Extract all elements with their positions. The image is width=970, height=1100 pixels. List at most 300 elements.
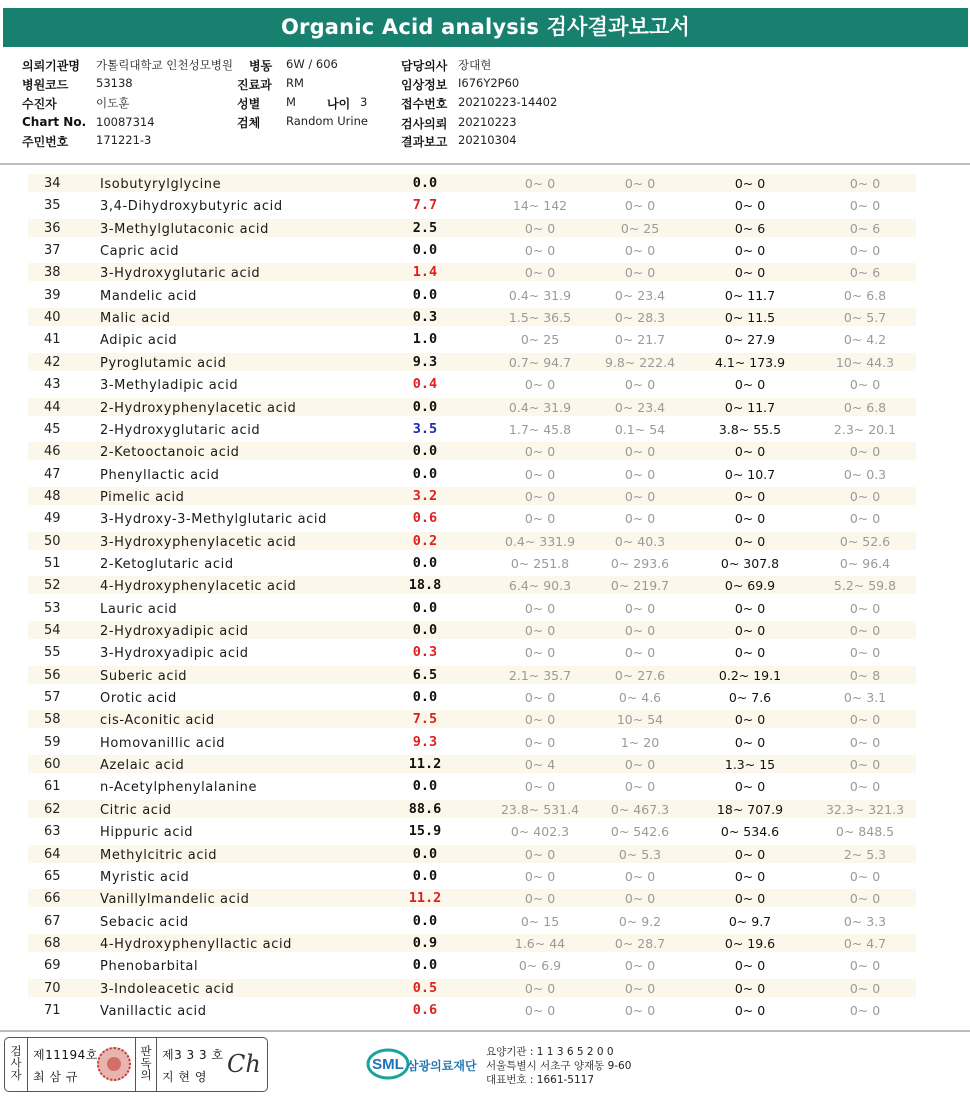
divider — [27, 1038, 28, 1091]
result-value: 0.0 — [412, 175, 438, 191]
analyte-name: 3-Hydroxy-3-Methylglutaric acid — [100, 512, 327, 528]
reference-range-1: 0~ 0 — [524, 1002, 556, 1018]
reference-range-4: 0~ 6 — [849, 265, 881, 281]
result-value: 0.3 — [412, 644, 438, 661]
reference-range-4: 2.3~ 20.1 — [833, 421, 897, 437]
reference-range-1: 23.8~ 531.4 — [500, 801, 580, 817]
reference-range-4: 0~ 3.1 — [843, 690, 887, 706]
reference-range-3: 0~ 0 — [734, 891, 766, 907]
reference-range-2: 0~ 0 — [624, 511, 656, 527]
result-value: 0.0 — [412, 465, 438, 482]
reference-range-3: 0~ 0 — [734, 868, 766, 884]
table-row — [0, 530, 970, 552]
row-number: 54 — [44, 623, 61, 638]
reference-range-2: 0~ 219.7 — [610, 578, 670, 594]
reference-range-3: 0~ 0 — [734, 444, 766, 460]
table-row — [0, 597, 970, 619]
reference-range-1: 0.7~ 94.7 — [508, 354, 572, 370]
reference-range-2: 0~ 0 — [624, 1002, 656, 1018]
result-value: 0.6 — [412, 510, 438, 527]
analyte-name: cis-Aconitic acid — [100, 713, 215, 729]
sex-label: 성별 — [237, 97, 261, 111]
reference-range-3: 0~ 6 — [734, 220, 766, 236]
reviewer-name: 지 현 영 — [162, 1070, 207, 1084]
analyte-name: Adipic acid — [100, 333, 178, 349]
result-value: 18.8 — [408, 577, 442, 594]
reference-range-3: 0~ 0 — [734, 779, 766, 795]
row-number: 44 — [44, 399, 61, 415]
inspector-license-no: 제11194호 — [33, 1048, 98, 1062]
table-row — [0, 932, 970, 954]
analyte-name: Lauric acid — [100, 601, 178, 617]
hospital-value: 가톨릭대학교 인천성모병원 — [96, 58, 233, 72]
result-value: 0.0 — [412, 286, 438, 303]
row-number: 58 — [44, 712, 61, 728]
table-row — [0, 865, 970, 887]
analyte-name: Homovanillic acid — [100, 735, 226, 751]
result-value: 0.0 — [412, 398, 438, 415]
row-number: 62 — [44, 801, 61, 817]
analyte-name: 3-Indoleacetic acid — [100, 981, 235, 997]
reference-range-3: 0~ 0 — [734, 846, 766, 862]
reference-range-3: 1.3~ 15 — [724, 757, 776, 773]
organization-name: 삼광의료재단 — [407, 1059, 477, 1073]
table-row — [0, 396, 970, 418]
reference-range-1: 0~ 25 — [520, 332, 560, 348]
reference-range-3: 0~ 0 — [734, 511, 766, 527]
reference-range-2: 0~ 0 — [624, 645, 656, 661]
analyte-name: Capric acid — [100, 244, 180, 260]
table-row — [0, 999, 970, 1021]
reference-range-3: 0~ 0 — [734, 958, 766, 974]
reference-range-3: 0~ 0 — [734, 176, 766, 191]
reference-range-1: 1.7~ 45.8 — [508, 421, 572, 437]
table-row — [0, 485, 970, 507]
table-row — [0, 798, 970, 820]
reference-range-2: 0.1~ 54 — [614, 421, 666, 437]
reference-range-2: 0~ 0 — [624, 958, 656, 974]
phone-number: 대표번호 : 1661-5117 — [486, 1074, 595, 1086]
inspector-label: 검사자 — [10, 1044, 22, 1082]
row-number: 70 — [44, 980, 61, 996]
reference-range-3: 0~ 69.9 — [724, 578, 776, 594]
reference-range-2: 0~ 23.4 — [614, 399, 666, 415]
table-row — [0, 463, 970, 485]
analyte-name: 3-Hydroxyphenylacetic acid — [100, 534, 297, 550]
reference-range-4: 0~ 848.5 — [835, 824, 895, 840]
clinical-value: I676Y2P60 — [458, 76, 520, 90]
analyte-name: 2-Ketooctanoic acid — [100, 445, 240, 461]
reference-range-4: 0~ 52.6 — [839, 533, 891, 549]
resident-value: 171221-3 — [96, 133, 152, 147]
reference-range-3: 0~ 0 — [734, 265, 766, 281]
reference-range-2: 0~ 27.6 — [614, 667, 666, 683]
reference-range-4: 0~ 0 — [849, 444, 881, 460]
analyte-name: Methylcitric acid — [100, 847, 218, 863]
row-number: 52 — [44, 578, 61, 594]
reference-range-1: 0~ 0 — [524, 846, 556, 862]
result-value: 0.0 — [412, 622, 438, 638]
table-row — [0, 217, 970, 239]
reference-range-3: 0~ 9.7 — [728, 913, 772, 929]
reference-range-2: 0~ 9.2 — [618, 913, 662, 929]
reference-range-1: 14~ 142 — [512, 198, 568, 214]
reference-range-4: 0~ 0.3 — [843, 466, 887, 482]
table-row — [0, 664, 970, 686]
reference-range-1: 0~ 251.8 — [510, 555, 570, 571]
reference-range-3: 0~ 0 — [734, 734, 766, 750]
reference-range-3: 0~ 0 — [734, 600, 766, 616]
patient-value: 이도훈 — [96, 96, 130, 110]
reference-range-2: 0~ 40.3 — [614, 533, 666, 549]
analyte-name: Vanillylmandelic acid — [100, 892, 250, 908]
specimen-value: Random Urine — [286, 114, 368, 128]
row-number: 40 — [44, 310, 61, 326]
analyte-name: Myristic acid — [100, 869, 190, 885]
receipt-label: 접수번호 — [401, 97, 448, 111]
row-number: 34 — [44, 176, 61, 191]
reference-range-2: 10~ 54 — [616, 712, 664, 728]
reference-range-3: 0~ 307.8 — [720, 555, 780, 571]
table-row — [0, 239, 970, 261]
reference-range-4: 0~ 0 — [849, 891, 881, 907]
analyte-name: 4-Hydroxyphenyllactic acid — [100, 936, 293, 952]
row-number: 67 — [44, 913, 61, 929]
reference-range-1: 0~ 0 — [524, 779, 556, 795]
reference-range-4: 0~ 8 — [849, 667, 881, 683]
table-row — [0, 775, 970, 797]
ward-value: 6W / 606 — [286, 57, 338, 71]
result-value: 3.5 — [412, 420, 438, 437]
resident-label: 주민번호 — [22, 135, 69, 149]
reference-range-3: 0~ 0 — [734, 533, 766, 549]
reference-range-3: 0~ 534.6 — [720, 824, 780, 840]
reference-range-4: 0~ 5.7 — [843, 310, 887, 326]
reference-range-2: 0~ 0 — [624, 980, 656, 996]
reference-range-2: 0~ 21.7 — [614, 332, 666, 348]
row-number: 48 — [44, 488, 61, 504]
reference-range-2: 0~ 28.7 — [614, 935, 666, 951]
reference-range-3: 0~ 11.7 — [724, 399, 776, 415]
reference-range-1: 0~ 0 — [524, 734, 556, 750]
reference-range-1: 0~ 0 — [524, 243, 556, 259]
result-value: 0.0 — [412, 957, 438, 974]
institution-code: 요양기관 : 1 1 3 6 5 2 0 0 — [486, 1046, 614, 1058]
reference-range-3: 0~ 0 — [734, 377, 766, 393]
reference-range-3: 0~ 11.5 — [724, 310, 776, 326]
sml-logo-icon — [366, 1046, 410, 1082]
reference-range-2: 0~ 0 — [624, 623, 656, 638]
reference-range-1: 0~ 0 — [524, 220, 556, 236]
row-number: 43 — [44, 377, 61, 393]
reference-range-1: 0~ 0 — [524, 265, 556, 281]
result-value: 9.3 — [412, 353, 438, 370]
analyte-name: 2-Hydroxyglutaric acid — [100, 422, 261, 438]
code-label: 병원코드 — [22, 78, 69, 92]
reference-range-2: 0~ 0 — [624, 600, 656, 616]
divider — [156, 1038, 157, 1091]
table-row — [0, 574, 970, 596]
reference-range-3: 3.8~ 55.5 — [718, 421, 782, 437]
reference-range-4: 0~ 0 — [849, 757, 881, 773]
reference-range-4: 0~ 0 — [849, 868, 881, 884]
footer-divider — [0, 1030, 970, 1032]
reference-range-4: 0~ 4.2 — [843, 332, 887, 348]
result-value: 0.0 — [412, 867, 438, 884]
row-number: 35 — [44, 198, 61, 214]
inspector-name: 최 삼 규 — [33, 1070, 78, 1084]
receipt-value: 20210223-14402 — [458, 95, 558, 109]
reference-range-1: 0~ 0 — [524, 511, 556, 527]
reference-range-2: 0~ 0 — [624, 265, 656, 281]
analyte-name: 3-Hydroxyadipic acid — [100, 646, 249, 662]
reference-range-1: 0~ 4 — [524, 757, 556, 773]
clinical-label: 임상정보 — [401, 78, 448, 92]
signature: Ch — [227, 1050, 261, 1078]
table-row — [0, 194, 970, 216]
row-number: 64 — [44, 846, 61, 862]
analyte-name: 3-Methyladipic acid — [100, 378, 239, 394]
divider — [135, 1038, 136, 1091]
analyte-name: Pimelic acid — [100, 489, 185, 505]
analyte-name: Phenyllactic acid — [100, 467, 220, 483]
patient-label: 수진자 — [22, 97, 57, 111]
reference-range-4: 0~ 6.8 — [843, 287, 887, 303]
row-number: 50 — [44, 533, 61, 549]
result-value: 15.9 — [408, 823, 442, 840]
row-number: 59 — [44, 734, 61, 750]
result-value: 0.2 — [412, 532, 438, 549]
table-row — [0, 507, 970, 529]
reference-range-1: 0~ 6.9 — [518, 958, 562, 974]
result-value: 0.0 — [412, 599, 438, 616]
reference-range-4: 0~ 0 — [849, 623, 881, 638]
reference-range-1: 0~ 0 — [524, 466, 556, 482]
reference-range-2: 0~ 0 — [624, 779, 656, 795]
report-date-value: 20210304 — [458, 133, 517, 147]
row-number: 51 — [44, 555, 61, 571]
table-row — [0, 261, 970, 283]
reference-range-4: 0~ 0 — [849, 1002, 881, 1018]
analyte-name: 3-Methylglutaconic acid — [100, 221, 269, 237]
reference-range-4: 0~ 3.3 — [843, 913, 887, 929]
reference-range-3: 4.1~ 173.9 — [714, 354, 786, 370]
reference-range-1: 0~ 15 — [520, 913, 560, 929]
reference-range-2: 0~ 0 — [624, 757, 656, 773]
reference-range-2: 0~ 4.6 — [618, 690, 662, 706]
table-row — [0, 328, 970, 350]
reference-range-3: 0~ 19.6 — [724, 935, 776, 951]
reference-range-2: 0~ 28.3 — [614, 310, 666, 326]
analyte-name: Citric acid — [100, 802, 172, 818]
reference-range-1: 1.6~ 44 — [514, 935, 566, 951]
analyte-name: Pyroglutamic acid — [100, 355, 227, 371]
age-label: 나이 — [327, 97, 351, 111]
reference-range-3: 0~ 0 — [734, 712, 766, 728]
address: 서울특별시 서초구 양재동 9-60 — [486, 1060, 632, 1072]
analyte-name: Phenobarbital — [100, 959, 199, 975]
reference-range-4: 0~ 0 — [849, 198, 881, 214]
reference-range-1: 0~ 402.3 — [510, 824, 570, 840]
reference-range-2: 0~ 23.4 — [614, 287, 666, 303]
reference-range-4: 10~ 44.3 — [835, 354, 895, 370]
reference-range-2: 9.8~ 222.4 — [604, 354, 676, 370]
result-value: 0.3 — [412, 309, 438, 326]
row-number: 68 — [44, 935, 61, 951]
analyte-name: Azelaic acid — [100, 758, 185, 774]
reference-range-2: 0~ 467.3 — [610, 801, 670, 817]
reference-range-1: 0~ 0 — [524, 176, 556, 191]
reference-range-3: 0~ 0 — [734, 243, 766, 259]
reference-range-2: 0~ 542.6 — [610, 824, 670, 840]
reference-range-1: 1.5~ 36.5 — [508, 310, 572, 326]
result-value: 7.7 — [412, 197, 438, 214]
reference-range-1: 0.4~ 31.9 — [508, 399, 572, 415]
result-value: 9.3 — [412, 733, 438, 750]
reference-range-4: 0~ 0 — [849, 712, 881, 728]
reference-range-4: 0~ 0 — [849, 176, 881, 191]
reference-range-3: 0.2~ 19.1 — [718, 667, 782, 683]
row-number: 55 — [44, 645, 61, 661]
request-value: 20210223 — [458, 115, 517, 129]
report-date-label: 결과보고 — [401, 135, 448, 149]
row-number: 46 — [44, 444, 61, 460]
analyte-name: 2-Ketoglutaric acid — [100, 556, 234, 572]
reference-range-4: 0~ 96.4 — [839, 555, 891, 571]
reference-range-4: 0~ 0 — [849, 600, 881, 616]
row-number: 41 — [44, 332, 61, 348]
analyte-name: Orotic acid — [100, 691, 177, 707]
chart-no-value: 10087314 — [96, 115, 155, 129]
result-value: 0.6 — [412, 1001, 438, 1018]
reference-range-4: 0~ 0 — [849, 779, 881, 795]
analyte-name: 3,4-Dihydroxybutyric acid — [100, 199, 283, 215]
analyte-name: Malic acid — [100, 311, 171, 327]
result-value: 2.5 — [412, 219, 438, 236]
table-row — [0, 887, 970, 909]
reference-range-3: 0~ 10.7 — [724, 466, 776, 482]
reference-range-1: 0~ 0 — [524, 377, 556, 393]
reference-range-2: 0~ 0 — [624, 466, 656, 482]
reference-range-3: 0~ 7.6 — [728, 690, 772, 706]
row-number: 66 — [44, 891, 61, 907]
chart-no-label: Chart No. — [22, 115, 87, 129]
report-title: Organic Acid analysis 검사결과보고서 — [3, 8, 968, 47]
reference-range-1: 0~ 0 — [524, 868, 556, 884]
table-row — [0, 843, 970, 865]
row-number: 47 — [44, 466, 61, 482]
table-row — [0, 552, 970, 574]
row-number: 49 — [44, 511, 61, 527]
table-row — [0, 910, 970, 932]
table-row — [0, 753, 970, 775]
reference-range-1: 0.4~ 31.9 — [508, 287, 572, 303]
reference-range-1: 0~ 0 — [524, 891, 556, 907]
sex-value: M — [286, 95, 296, 109]
reference-range-2: 0~ 0 — [624, 198, 656, 214]
reference-range-3: 0~ 11.7 — [724, 287, 776, 303]
reference-range-3: 0~ 0 — [734, 198, 766, 214]
row-number: 61 — [44, 779, 61, 795]
row-number: 39 — [44, 287, 61, 303]
reference-range-2: 0~ 5.3 — [618, 846, 662, 862]
result-value: 88.6 — [408, 800, 442, 817]
result-value: 1.0 — [412, 331, 438, 348]
row-number: 37 — [44, 243, 61, 259]
reference-range-3: 0~ 0 — [734, 488, 766, 504]
age-value: 3 — [360, 95, 368, 109]
reference-range-4: 0~ 0 — [849, 980, 881, 996]
result-value: 0.4 — [412, 376, 438, 393]
analyte-name: 2-Hydroxyadipic acid — [100, 624, 249, 639]
table-row — [0, 820, 970, 842]
result-value: 11.2 — [408, 890, 442, 907]
reference-range-1: 0~ 0 — [524, 645, 556, 661]
reference-range-4: 0~ 0 — [849, 958, 881, 974]
row-number: 45 — [44, 421, 61, 437]
table-row — [0, 731, 970, 753]
reference-range-1: 0~ 0 — [524, 690, 556, 706]
reference-range-4: 0~ 4.7 — [843, 935, 887, 951]
result-value: 3.2 — [412, 487, 438, 504]
result-value: 0.5 — [412, 979, 438, 996]
reference-range-2: 0~ 0 — [624, 891, 656, 907]
reference-range-1: 0~ 0 — [524, 488, 556, 504]
request-label: 검사의뢰 — [401, 117, 448, 131]
reference-range-2: 0~ 0 — [624, 377, 656, 393]
result-value: 0.0 — [412, 912, 438, 929]
reference-range-4: 0~ 0 — [849, 488, 881, 504]
table-row — [0, 641, 970, 663]
row-number: 53 — [44, 600, 61, 616]
row-number: 71 — [44, 1002, 61, 1018]
reviewer-license-no: 제3 3 3 호 — [162, 1048, 224, 1062]
reference-range-1: 0.4~ 331.9 — [504, 533, 576, 549]
code-value: 53138 — [96, 76, 133, 90]
result-value: 6.5 — [412, 666, 438, 683]
reference-range-3: 0~ 0 — [734, 645, 766, 661]
reference-range-4: 0~ 0 — [849, 243, 881, 259]
reference-range-2: 0~ 0 — [624, 868, 656, 884]
reference-range-4: 0~ 6 — [849, 220, 881, 236]
reviewer-label: 판독의 — [140, 1044, 152, 1082]
doctor-label: 담당의사 — [401, 59, 448, 73]
reference-range-4: 0~ 0 — [849, 377, 881, 393]
table-row — [0, 977, 970, 999]
reference-range-4: 32.3~ 321.3 — [825, 801, 905, 817]
table-row — [0, 373, 970, 395]
doctor-value: 장대현 — [458, 58, 492, 72]
analyte-name: 2-Hydroxyphenylacetic acid — [100, 400, 297, 416]
reference-range-1: 0~ 0 — [524, 712, 556, 728]
dept-label: 진료과 — [237, 78, 272, 92]
reference-range-4: 2~ 5.3 — [843, 846, 887, 862]
analyte-name: Mandelic acid — [100, 288, 197, 304]
analyte-name: Suberic acid — [100, 668, 188, 684]
table-row — [0, 708, 970, 730]
hospital-label: 의뢰기관명 — [22, 59, 80, 73]
result-value: 0.0 — [412, 778, 438, 795]
table-row — [0, 686, 970, 708]
reference-range-1: 0~ 0 — [524, 600, 556, 616]
reference-range-4: 0~ 0 — [849, 511, 881, 527]
row-number: 42 — [44, 354, 61, 370]
reference-range-4: 0~ 0 — [849, 734, 881, 750]
analyte-name: n-Acetylphenylalanine — [100, 780, 258, 796]
logo-text: SML — [372, 1056, 404, 1073]
analyte-name: Isobutyrylglycine — [100, 177, 222, 192]
row-number: 38 — [44, 265, 61, 281]
